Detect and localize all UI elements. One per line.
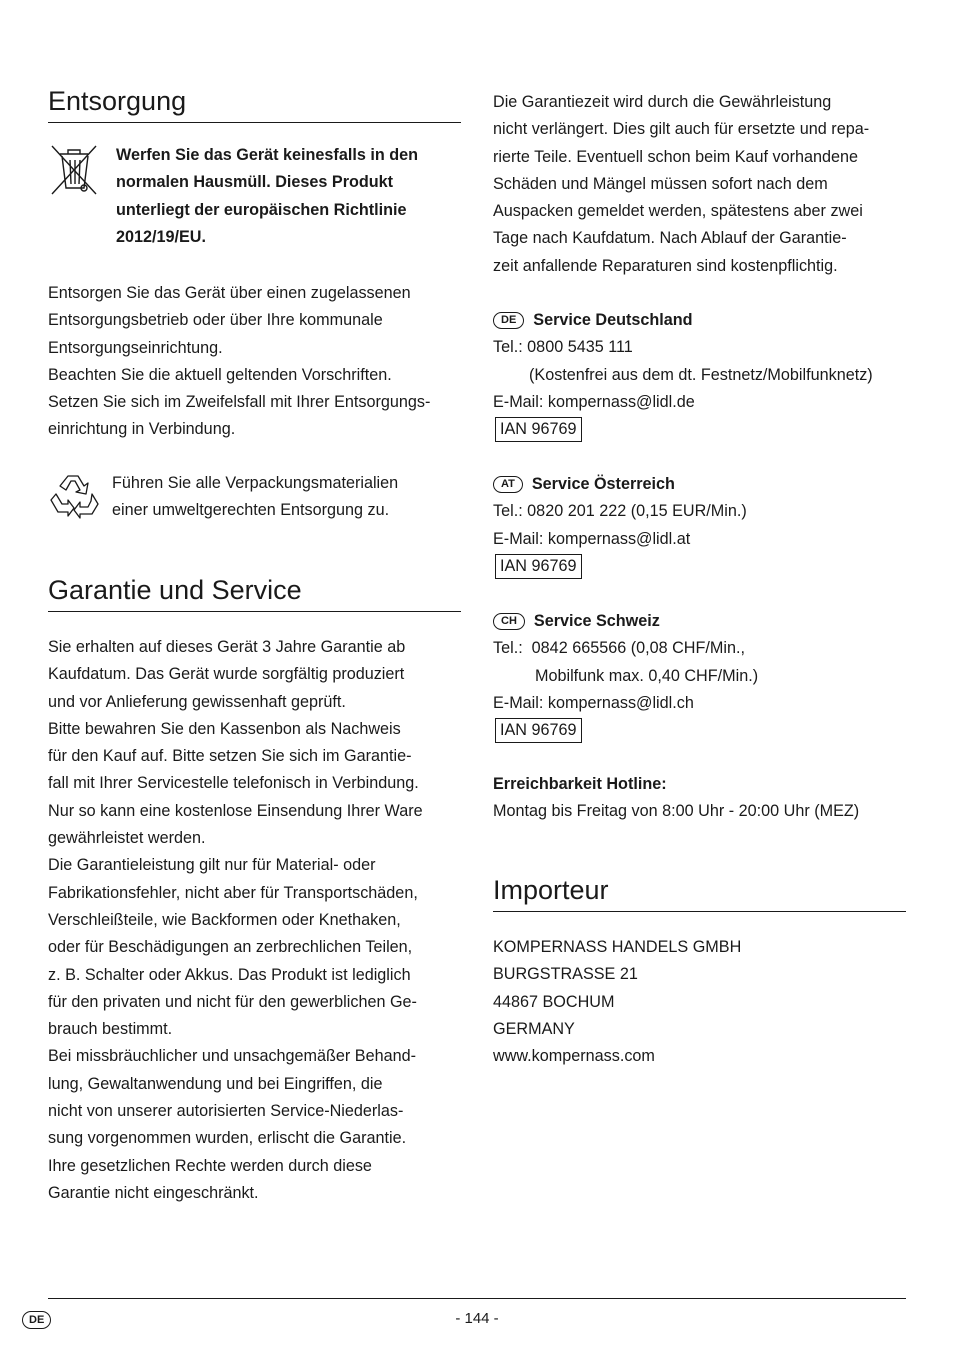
text-line: Entsorgungsbetrieb oder über Ihre kommunale	[48, 311, 383, 330]
text-line: Kaufdatum. Das Gerät wurde sorgfältig produziert	[48, 665, 405, 684]
weee-line: unterliegt der europäischen Richtlinie	[116, 200, 407, 219]
address-line: 44867 BOCHUM	[493, 992, 615, 1011]
text-line: Fabrikationsfehler, nicht aber für Transportschäden,	[48, 883, 418, 902]
text-line: Führen Sie alle Verpackungsmaterialien	[112, 474, 399, 492]
text-line: Tage nach Kaufdatum. Nach Ablauf der Garantie-	[493, 229, 847, 248]
weee-line: 2012/19/EU.	[116, 227, 206, 246]
text-line: brauch bestimmt.	[48, 1020, 173, 1039]
country-badge-de: DE	[493, 312, 524, 329]
service-tel: Tel.: 0800 5435 111	[493, 338, 633, 357]
service-email: E-Mail: kompernass@lidl.ch	[493, 693, 694, 712]
text-line: fall mit Ihrer Servicestelle telefonisch in Verbindung.	[48, 774, 419, 793]
text-line: gewährleistet werden.	[48, 829, 206, 848]
country-badge-at: AT	[493, 476, 523, 493]
weee-block	[48, 142, 461, 251]
service-title: Service Österreich	[531, 475, 675, 493]
service-de-block	[493, 307, 913, 443]
recycle-icon	[48, 470, 112, 520]
text-line: und vor Anlieferung gewissenhaft geprüft.	[48, 692, 346, 711]
text-line: Sie erhalten auf dieses Gerät 3 Jahre Garantie ab	[48, 638, 406, 656]
service-at-block	[493, 471, 906, 580]
warranty-paragraph	[48, 634, 461, 1207]
address-line: GERMANY	[493, 1019, 575, 1038]
weee-line: normalen Hausmüll. Dieses Produkt	[116, 173, 394, 192]
hotline-block	[493, 771, 906, 826]
text-line: Die Garantiezeit wird durch die Gewährleistung	[493, 93, 832, 111]
footer-country-badge: DE	[22, 1311, 51, 1329]
text-line: Beachten Sie die aktuell geltenden Vorschriften.	[48, 365, 392, 384]
ian-box: IAN 96769	[495, 718, 582, 743]
text-line: rierte Teile. Eventuell schon beim Kauf vorhandene	[493, 147, 859, 166]
weee-line: Werfen Sie das Gerät keinesfalls in den	[116, 146, 418, 164]
address-line: BURGSTRASSE 21	[493, 965, 638, 984]
recycle-block	[48, 470, 461, 525]
website-link[interactable]: www.kompernass.com	[493, 1047, 655, 1066]
service-email: E-Mail: kompernass@lidl.at	[493, 529, 691, 548]
text-line: Nur so kann eine kostenlose Einsendung Ihrer Ware	[48, 801, 423, 820]
crossed-bin-icon	[48, 142, 116, 198]
service-title: Service Deutschland	[533, 311, 693, 329]
section-title-garantie: Garantie und Service	[48, 573, 461, 612]
text-line: z. B. Schalter oder Akkus. Das Produkt ist lediglich	[48, 965, 411, 984]
text-line: Garantie nicht eingeschränkt.	[48, 1183, 259, 1202]
service-ch-block	[493, 608, 906, 744]
address-line: KOMPERNASS HANDELS GMBH	[493, 938, 742, 956]
hotline-text: Montag bis Freitag von 8:00 Uhr - 20:00 Uhr (MEZ)	[493, 802, 860, 821]
service-tel: Tel.: 0842 665566 (0,08 CHF/Min.,	[493, 639, 745, 658]
country-badge-ch: CH	[493, 613, 525, 630]
text-line: oder für Beschädigungen an zerbrechlichen Teilen,	[48, 938, 413, 957]
text-line: Auspacken gemeldet werden, spätestens aber zwei	[493, 202, 863, 221]
ian-box: IAN 96769	[495, 554, 582, 579]
page-number: - 144 -	[455, 1310, 499, 1327]
text-line: Bitte bewahren Sie den Kassenbon als Nachweis	[48, 719, 401, 738]
service-email: E-Mail: kompernass@lidl.de	[493, 392, 695, 411]
text-line: Entsorgungseinrichtung.	[48, 338, 223, 357]
text-line: Die Garantieleistung gilt nur für Material- oder	[48, 856, 376, 875]
text-line: nicht verlängert. Dies gilt auch für ersetzte und repa-	[493, 120, 870, 139]
warranty-continued	[493, 89, 906, 280]
text-line: Verschleißteile, wie Backformen oder Knethaken,	[48, 910, 401, 929]
text-line: für den privaten und nicht für den gewerblichen Ge-	[48, 992, 417, 1011]
text-line: einrichtung in Verbindung.	[48, 420, 236, 439]
text-line: Entsorgen Sie das Gerät über einen zugelassenen	[48, 284, 411, 302]
service-note: (Kostenfrei aus dem dt. Festnetz/Mobilfunknetz)	[529, 365, 873, 384]
text-line: einer umweltgerechten Entsorgung zu.	[112, 501, 390, 520]
text-line: nicht von unserer autorisierten Service-Niederlas-	[48, 1102, 404, 1121]
section-title-entsorgung: Entsorgung	[48, 84, 461, 123]
section-title-importeur: Importeur	[493, 873, 906, 912]
text-line: sung vorgenommen wurden, erlischt die Garantie.	[48, 1129, 407, 1148]
footer-divider	[48, 1298, 906, 1299]
text-line: Setzen Sie sich im Zweifelsfall mit Ihrer Entsorgungs-	[48, 393, 431, 412]
text-line: zeit anfallende Reparaturen sind kostenpflichtig.	[493, 256, 838, 275]
ian-box: IAN 96769	[495, 417, 582, 442]
service-tel-mobile: Mobilfunk max. 0,40 CHF/Min.)	[535, 666, 759, 685]
service-tel: Tel.: 0820 201 222 (0,15 EUR/Min.)	[493, 502, 747, 521]
hotline-title: Erreichbarkeit Hotline:	[493, 775, 667, 793]
text-line: Ihre gesetzlichen Rechte werden durch diese	[48, 1156, 372, 1175]
importeur-address	[493, 934, 906, 1070]
service-title: Service Schweiz	[533, 612, 660, 630]
text-line: Schäden und Mängel müssen sofort nach dem	[493, 174, 828, 193]
text-line: Bei missbräuchlicher und unsachgemäßer Behand-	[48, 1047, 417, 1066]
text-line: für den Kauf auf. Bitte setzen Sie sich im Garantie-	[48, 747, 412, 766]
disposal-paragraph	[48, 280, 461, 444]
text-line: lung, Gewaltanwendung und bei Eingriffen, die	[48, 1074, 383, 1093]
